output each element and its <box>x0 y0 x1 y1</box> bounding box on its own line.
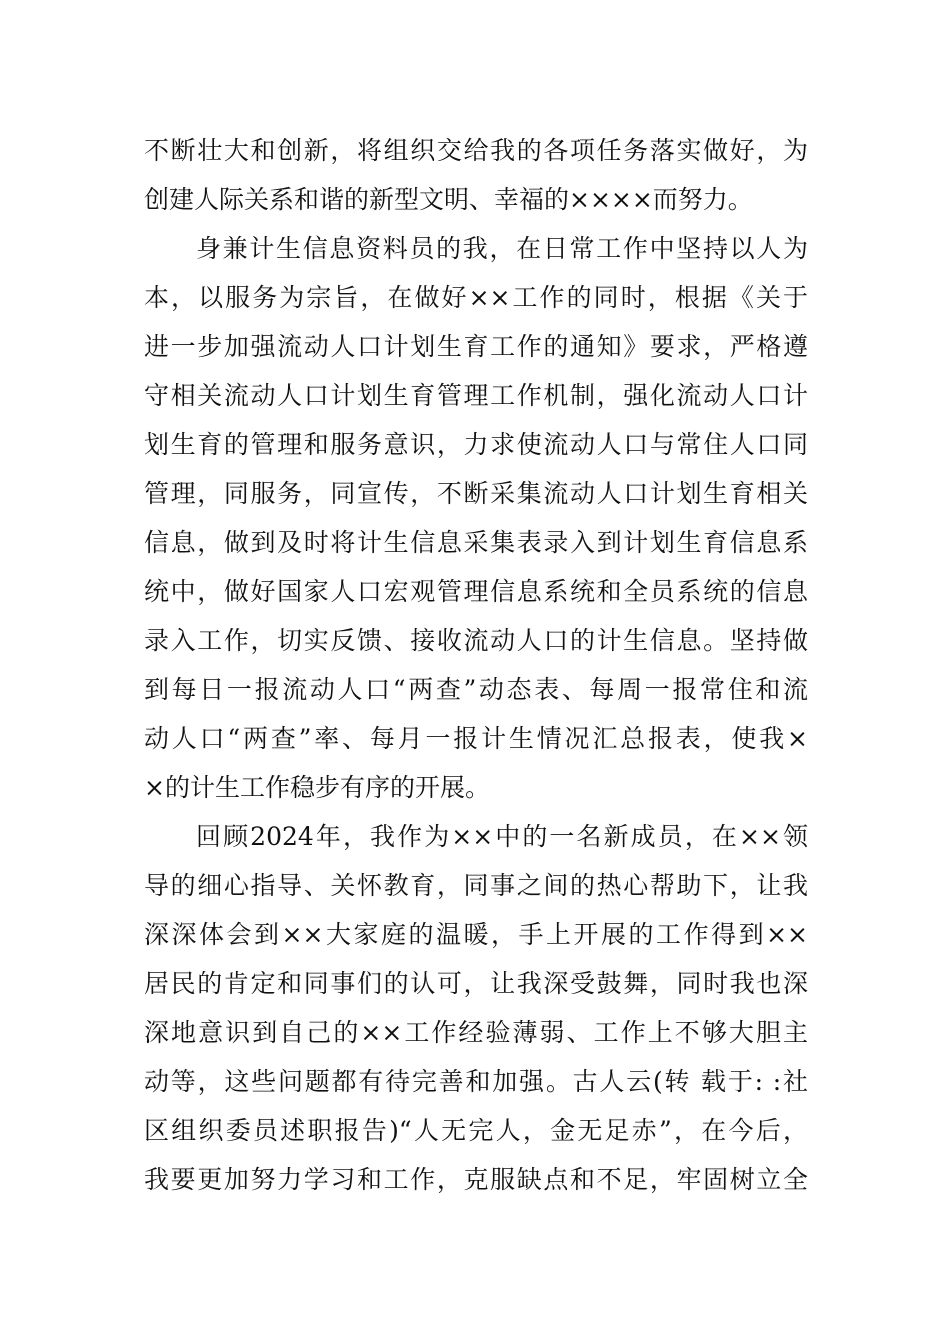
text-line: 本，以服务为宗旨，在做好××工作的同时，根据《关于 <box>144 283 808 312</box>
paragraph-3 <box>144 812 808 1204</box>
text-line: 回顾2024年，我作为××中的一名新成员，在××领 <box>196 822 808 851</box>
document-body <box>144 126 808 1204</box>
paragraph-1 <box>144 126 808 224</box>
text-line: 信息，做到及时将计生信息采集表录入到计划生育信息系 <box>144 528 808 557</box>
text-line: 不断壮大和创新，将组织交给我的各项任务落实做好，为 <box>144 136 808 165</box>
text-line: 身兼计生信息资料员的我，在日常工作中坚持以人为 <box>196 234 808 263</box>
text-line: 管理，同服务，同宣传，不断采集流动人口计划生育相关 <box>144 479 808 508</box>
text-line: 划生育的管理和服务意识，力求使流动人口与常住人口同 <box>144 430 808 459</box>
text-line: 深地意识到自己的××工作经验薄弱、工作上不够大胆主 <box>144 1018 808 1047</box>
text-line: 录入工作，切实反馈、接收流动人口的计生信息。坚持做 <box>144 626 808 655</box>
text-line: 区组织委员述职报告)“人无完人，金无足赤”，在今后， <box>144 1116 808 1145</box>
text-line: 进一步加强流动人口计划生育工作的通知》要求，严格遵 <box>144 332 808 361</box>
text-line: 居民的肯定和同事们的认可，让我深受鼓舞，同时我也深 <box>144 969 808 998</box>
text-line: 统中，做好国家人口宏观管理信息系统和全员系统的信息 <box>144 577 808 606</box>
text-line: 导的细心指导、关怀教育，同事之间的热心帮助下，让我 <box>144 871 808 900</box>
paragraph-2 <box>144 224 808 812</box>
text-line: 动等，这些问题都有待完善和加强。古人云(转 载于: :社 <box>144 1067 808 1096</box>
text-line: 到每日一报流动人口“两查”动态表、每周一报常住和流 <box>144 675 808 704</box>
text-line: ×的计生工作稳步有序的开展。 <box>144 773 490 802</box>
text-line: 深深体会到××大家庭的温暖，手上开展的工作得到×× <box>144 920 808 949</box>
text-line: 守相关流动人口计划生育管理工作机制，强化流动人口计 <box>144 381 808 410</box>
text-line: 动人口“两查”率、每月一报计生情况汇总报表，使我× <box>144 724 808 753</box>
text-line: 我要更加努力学习和工作，克服缺点和不足，牢固树立全 <box>144 1165 808 1194</box>
text-line: 创建人际关系和谐的新型文明、幸福的××××而努力。 <box>144 185 753 214</box>
